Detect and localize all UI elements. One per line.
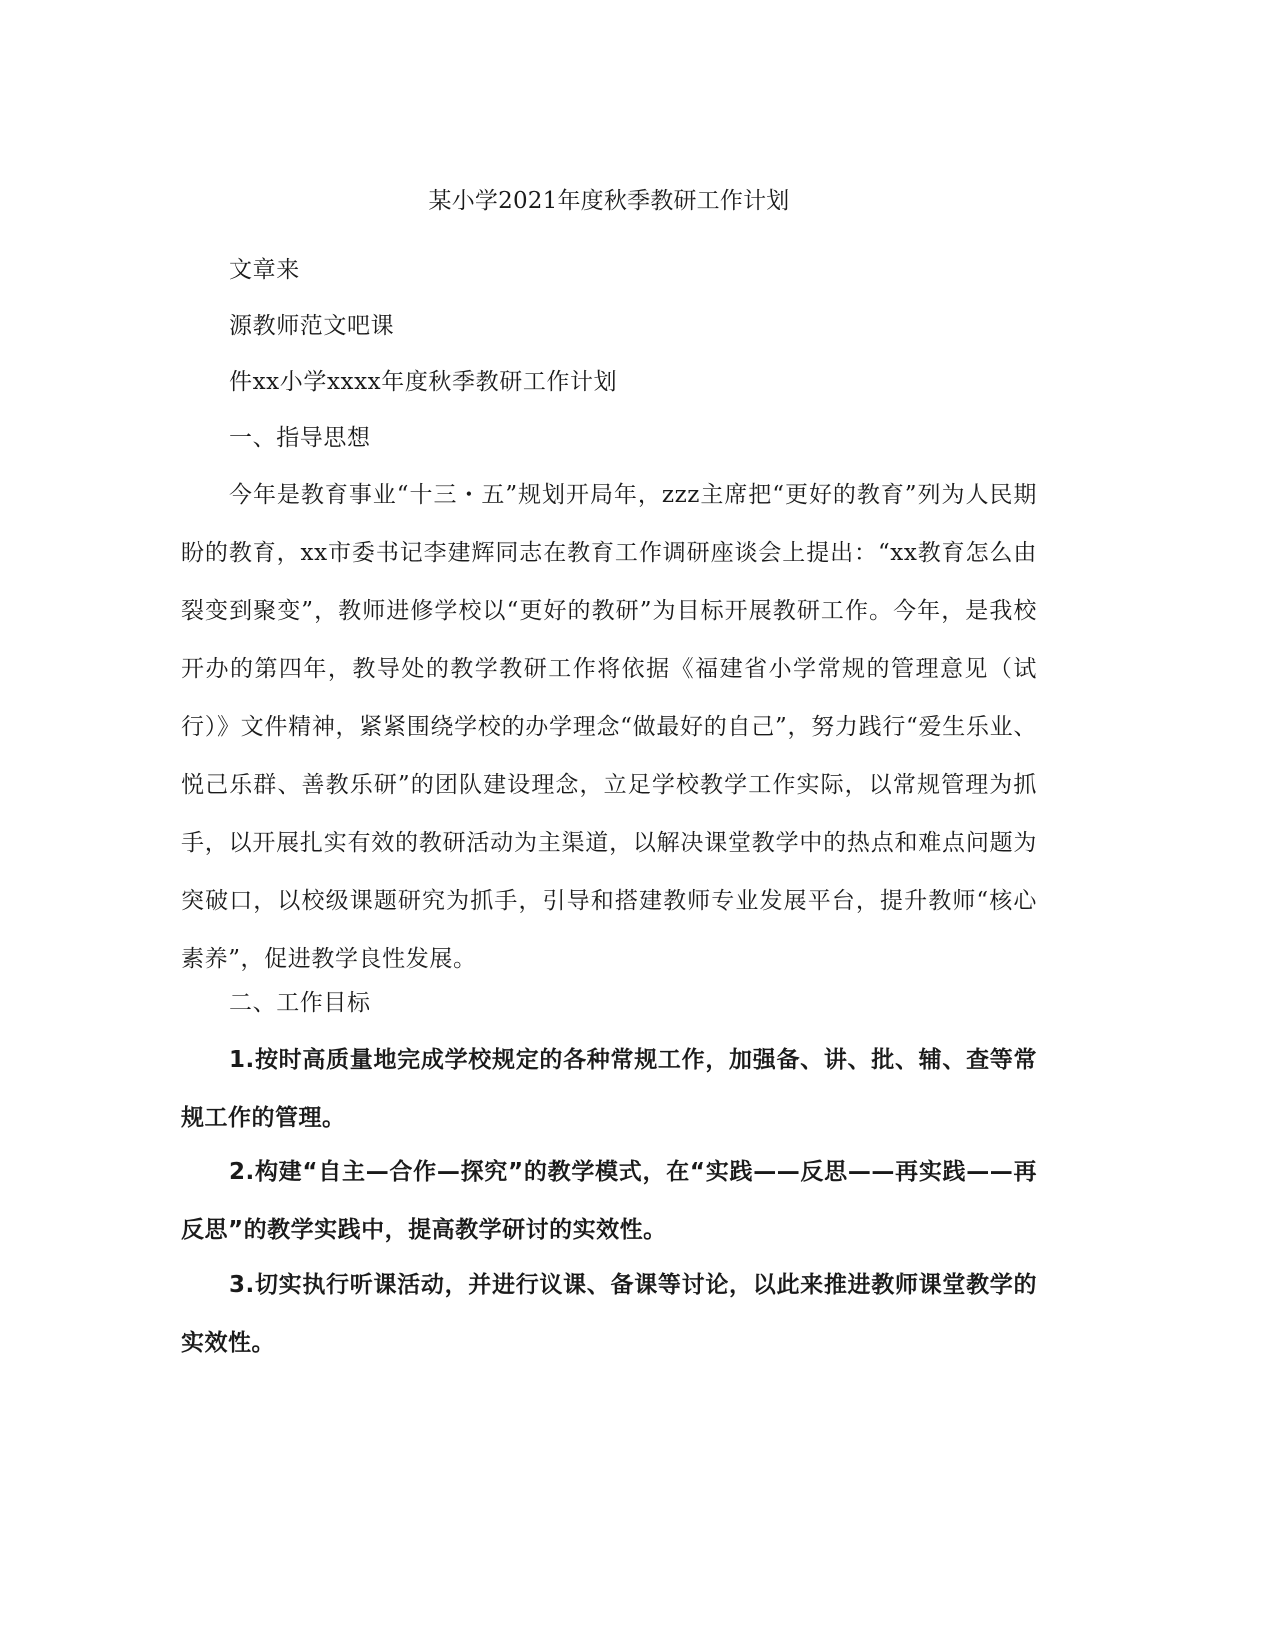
paragraph-subtitle: 件xx小学xxxx年度秋季教研工作计划 bbox=[229, 369, 618, 395]
paragraph-source-line-2: 源教师范文吧课 bbox=[229, 313, 395, 339]
goal-item-1: 1.按时高质量地完成学校规定的各种常规工作，加强备、讲、批、辅、查等常规工作的管理。 bbox=[181, 1047, 1037, 1131]
paragraph-guiding-ideology: 今年是教育事业“十三・五”规划开局年，zzz主席把“更好的教育”列为人民期盼的教育，xx市委书记李建辉同志在教育工作调研座谈会上提出：“xx教育怎么由裂变到聚变”，教师进修学校以“更好的教研”为目标开展教研工作。今年，是我校开办的第四年，教导处的教学教研工作将依据《福建省小学常规的管理意见（试行）》文件精神，紧紧围绕学校的办学理念“做最好的自己”，努力践行“爱生乐业、悦己乐群、善教乐研”的团队建设理念，立足学校教学工作实际，以常规管理为抓手，以开展扎实有效的教研活动为主渠道，以解决课堂教学中的热点和难点问题为突破口，以校级课题研究为抓手，引导和搭建教师专业发展平台，提升教师“核心素养”，促进教学良性发展。 bbox=[181, 482, 1037, 972]
goal-item-3: 3.切实执行听课活动，并进行议课、备课等讨论，以此来推进教师课堂教学的实效性。 bbox=[181, 1272, 1037, 1356]
section-heading-guiding-ideology: 一、指导思想 bbox=[229, 425, 371, 451]
goal-item-2: 2.构建“自主—合作—探究”的教学模式，在“实践——反思——再实践——再反思”的教学实践中，提高教学研讨的实效性。 bbox=[181, 1159, 1037, 1243]
section-heading-work-goals: 二、工作目标 bbox=[229, 990, 371, 1016]
paragraph-source-line-1: 文章来 bbox=[229, 257, 300, 283]
document-title: 某小学2021年度秋季教研工作计划 bbox=[428, 188, 790, 214]
